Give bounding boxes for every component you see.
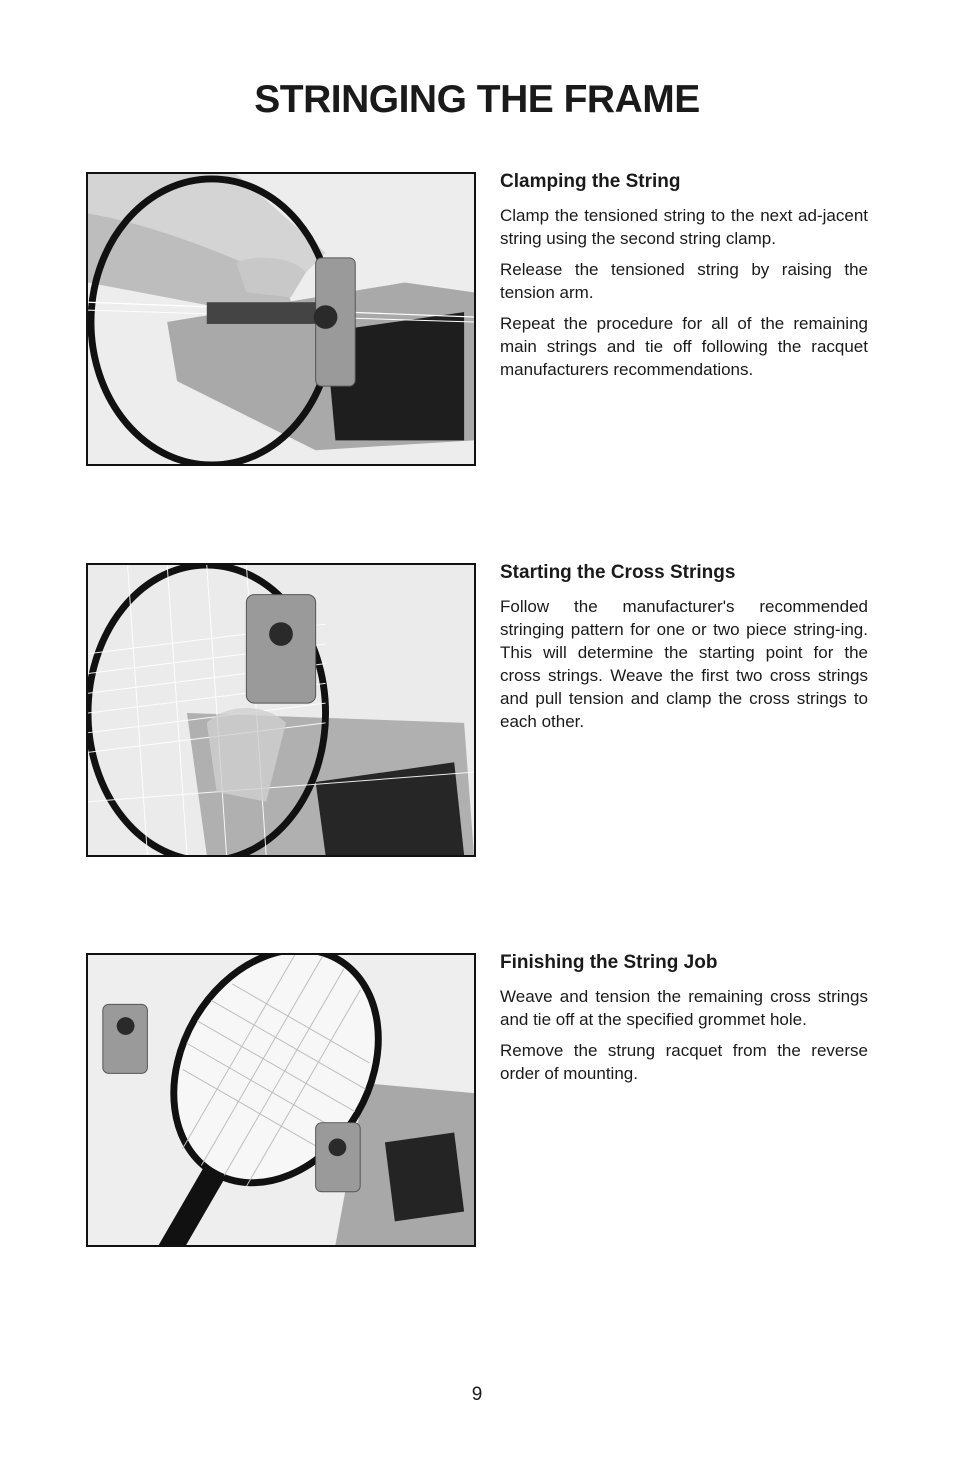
section-text bbox=[500, 172, 868, 389]
section-clamping-the-string bbox=[86, 172, 868, 468]
section-starting-cross-strings bbox=[86, 563, 868, 859]
photo-clamping-string bbox=[86, 172, 476, 466]
racquet-clamp-photo bbox=[88, 174, 474, 464]
paragraph: Repeat the procedure for all of the remaining main strings and tie off following the racquet manufacturers recommendations. bbox=[500, 314, 868, 379]
page-number: 9 bbox=[471, 1384, 483, 1405]
section-finishing-string-job bbox=[86, 953, 868, 1249]
paragraph: Clamp the tensioned string to the next ad-jacent string using the second string clamp. bbox=[500, 206, 868, 248]
photo-cross-strings bbox=[86, 563, 476, 857]
section-text bbox=[500, 953, 868, 1093]
page-title: STRINGING THE FRAME bbox=[254, 78, 700, 121]
paragraph: Weave and tension the remaining cross strings and tie off at the specified grommet hole. bbox=[500, 987, 868, 1029]
paragraph: Follow the manufacturer's recommended stringing pattern for one or two piece string-ing. This will determine the starting point for the cross strings. Weave the first two cross strings and pull tension and clamp the cross strings to each other. bbox=[500, 597, 868, 731]
paragraph: Remove the strung racquet from the reverse order of mounting. bbox=[500, 1041, 868, 1083]
racquet-cross-strings-photo bbox=[88, 565, 474, 855]
photo-finished-racquet bbox=[86, 953, 476, 1247]
section-heading: Clamping the String bbox=[500, 171, 681, 192]
section-heading: Starting the Cross Strings bbox=[500, 562, 736, 583]
section-heading: Finishing the String Job bbox=[500, 952, 718, 973]
section-text bbox=[500, 563, 868, 741]
racquet-finished-photo bbox=[88, 955, 474, 1245]
paragraph: Release the tensioned string by raising the tension arm. bbox=[500, 260, 868, 302]
